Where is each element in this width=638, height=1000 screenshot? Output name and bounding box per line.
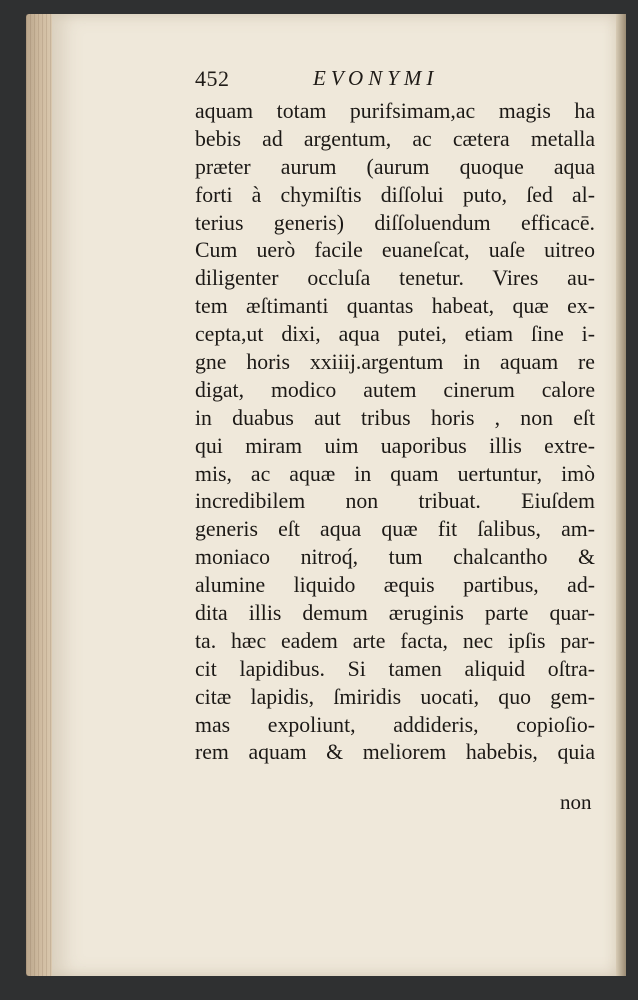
text-line: qui miram uim uaporibus illis extre- — [195, 433, 595, 458]
text-line: diligenter occluſa tenetur. Vires au- — [195, 266, 595, 291]
text-line: ta. hæc eadem arte facta, nec ipſis par- — [195, 628, 595, 653]
text-line: gne horis xxiiij.argentum in aquam re — [195, 350, 595, 375]
text-line: citæ lapidis, ſmiridis uocati, quo gem- — [195, 684, 595, 709]
page-number: 452 — [195, 66, 230, 91]
text-line: generis eſt aqua quæ fit ſalibus, am- — [195, 517, 595, 542]
text-line: cit lapidibus. Si tamen aliquid oſtra- — [195, 656, 595, 681]
text-line: incredibilem non tribuat. Eiuſdem — [195, 489, 595, 514]
text-line: Cum uerò facile euaneſcat, uaſe uitreo — [195, 238, 595, 263]
text-line: mas expoliunt, addideris, copioſio- — [195, 712, 595, 737]
page-header — [195, 66, 595, 92]
text-line: digat, modico autem cinerum calore — [195, 377, 595, 402]
text-line: in duabus aut tribus horis , non eſt — [195, 405, 595, 430]
text-line: tem æſtimanti quantas habeat, quæ ex- — [195, 294, 595, 319]
text-line: rem aquam & meliorem habebis, quia — [195, 740, 595, 765]
page-gutter-edge — [616, 14, 626, 976]
catchword: non — [560, 790, 592, 814]
text-line: forti à chymiſtis diſſolui puto, ſed al- — [195, 182, 595, 207]
running-head: EVONYMI — [313, 66, 439, 90]
body-text — [195, 98, 595, 767]
text-line: cepta,ut dixi, aqua putei, etiam ſine i- — [195, 322, 595, 347]
text-line: aquam totam purifsimam,ac magis ha — [195, 99, 595, 123]
text-line: moniaco nitroq́, tum chalcantho & — [195, 545, 595, 570]
text-line: mis, ac aquæ in quam uertuntur, imò — [195, 461, 595, 486]
text-line: alumine liquido æquis partibus, ad- — [195, 573, 595, 598]
text-line: terius generis) diſſoluendum efficacē. — [195, 210, 595, 235]
text-line: præter aurum (aurum quoque aqua — [195, 154, 595, 179]
text-line: bebis ad argentum, ac cætera metalla — [195, 126, 595, 151]
text-line: dita illis demum æruginis parte quar- — [195, 601, 595, 626]
